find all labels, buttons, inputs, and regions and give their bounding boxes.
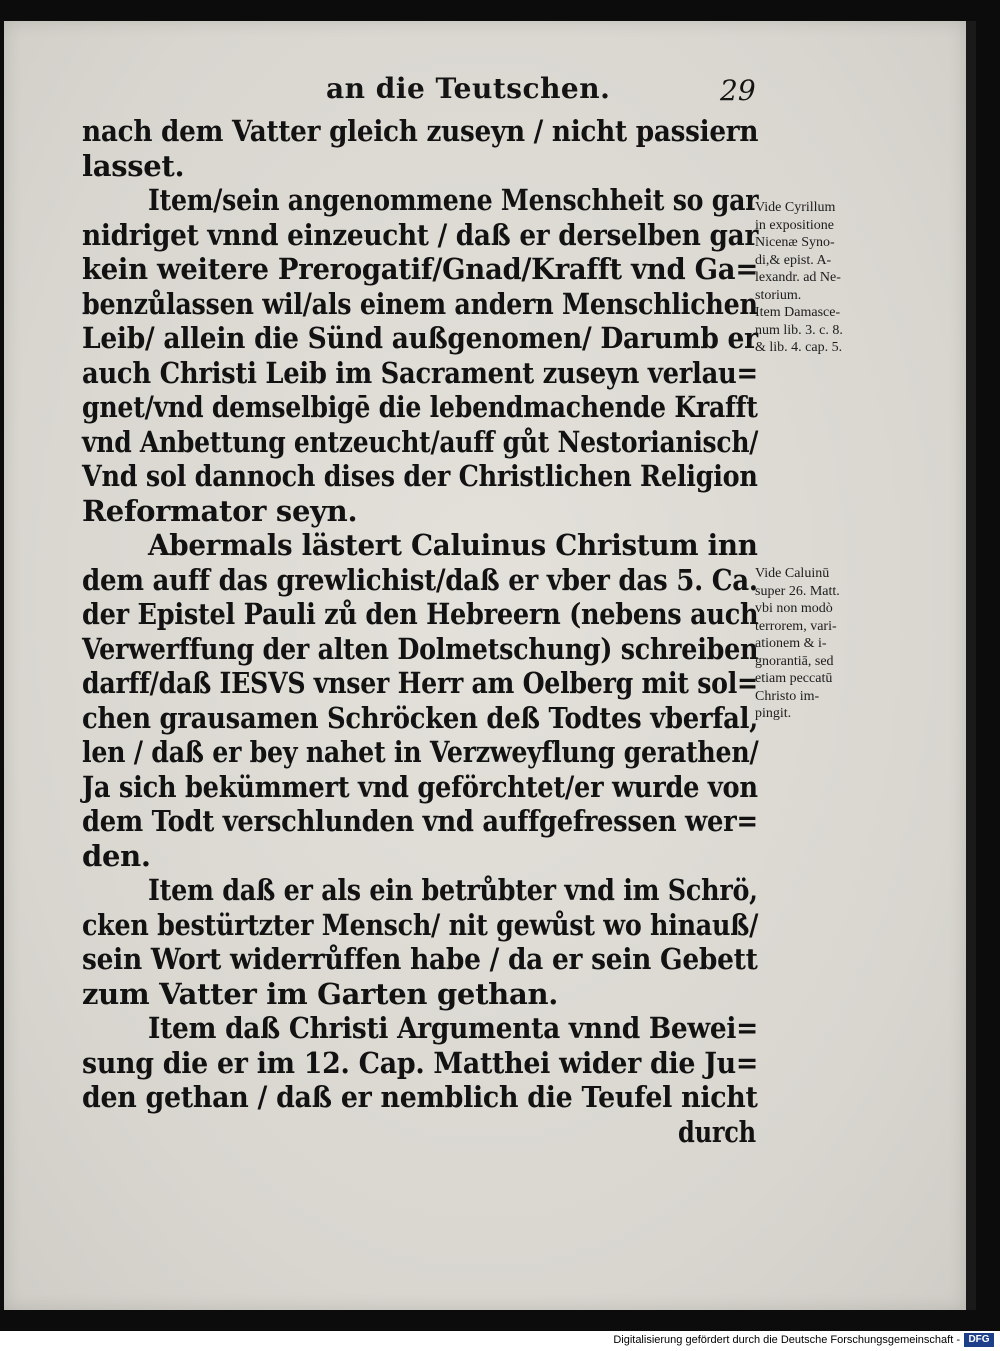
text-line: sung die er im 12. Cap. Matthei wider die Ju=	[82, 1045, 759, 1080]
text-line: chen grausamen Schröcken deß Todtes vberfal,	[82, 700, 758, 735]
text-line: Item daß er als ein betrůbter vnd im Schrö,	[148, 873, 758, 907]
marginal-note-line: storium.	[755, 287, 802, 303]
marginal-note-line: etiam peccatū	[755, 671, 833, 686]
running-head: an die Teutschen.	[326, 72, 611, 105]
text-line: len / daß er bey nahet in Verzweyflung gerathen/	[82, 735, 759, 769]
text-line: sein Wort widerrůffen habe / da er sein Gebett	[82, 942, 758, 976]
marginal-note-line: vbi non modò	[755, 601, 833, 616]
page-edge-shadow	[966, 21, 976, 1310]
marginal-note-line: Vide Caluinū	[755, 566, 830, 581]
text-line: Vnd sol dannoch dises der Christlichen Religion	[82, 459, 758, 493]
text-line: gnet/vnd demselbigē die lebendmachende Krafft	[82, 390, 758, 424]
marginal-note-line: in expositione	[755, 217, 834, 233]
text-line: nidriget vnnd einzeucht / daß er derselben gar	[82, 217, 759, 252]
text-line: den gethan / daß er nemblich die Teufel nicht	[82, 1080, 758, 1114]
text-line: Item/sein angenommene Menschheit so gar	[148, 183, 759, 217]
text-line: Item daß Christi Argumenta vnnd Bewei=	[148, 1011, 759, 1045]
text-line: dem auff das grewlichist/daß er vber das 5. Ca.	[82, 562, 758, 597]
text-line: vnd Anbettung entzeucht/auff gůt Nestorianisch/	[82, 424, 759, 459]
text-line: Leib/ allein die Sünd außgenomen/ Darumb er	[82, 321, 758, 355]
text-line: zum Vatter im Garten gethan.	[82, 976, 559, 1011]
marginal-note-line: Vide Cyrillum	[755, 200, 836, 215]
text-line: den.	[82, 838, 151, 873]
marginal-note-line: Christo im-	[755, 688, 820, 704]
page-number: 29	[720, 74, 756, 107]
dfg-logo: DFG	[964, 1333, 994, 1347]
marginal-note-line: pingit.	[755, 706, 792, 721]
text-line: benzůlassen wil/als einem andern Menschlichen	[82, 286, 758, 321]
marginal-note-line: lexandr. ad Ne-	[755, 270, 841, 285]
text-line: kein weitere Prerogatif/Gnad/Krafft vnd Ga=	[82, 252, 759, 286]
text-line: durch	[678, 1114, 756, 1149]
marginal-note-line: Item Damasce-	[755, 305, 841, 320]
text-line: dem Todt verschlunden vnd auffgefressen wer=	[82, 804, 758, 838]
marginal-note-line: gnorantiā, sed	[755, 653, 834, 669]
text-line: lasset.	[82, 148, 185, 183]
text-line: nach dem Vatter gleich zuseyn / nicht passiern	[82, 114, 759, 148]
marginal-note-line: ationem & i-	[755, 636, 827, 651]
text-line: Verwerffung der alten Dolmetschung) schreiben	[82, 631, 759, 666]
text-line: Reformator seyn.	[82, 493, 358, 528]
text-line: der Epistel Pauli zů den Hebreern (nebens auch	[82, 597, 759, 631]
marginal-note-line: & lib. 4. cap. 5.	[755, 340, 843, 355]
text-line: Abermals lästert Caluinus Christum inn	[148, 528, 758, 562]
text-line: Ja sich bekümmert vnd geförchtet/er wurde von	[82, 769, 758, 804]
marginal-note-line: terrorem, vari-	[755, 618, 837, 634]
text-line: auch Christi Leib im Sacrament zuseyn verlau=	[82, 355, 758, 390]
marginal-note-line: num lib. 3. c. 8.	[755, 322, 843, 338]
footer-credit: Digitalisierung gefördert durch die Deutsche Forschungsgemeinschaft -	[613, 1334, 960, 1346]
marginal-note-line: di,& epist. A-	[755, 252, 832, 268]
marginal-note-line: super 26. Matt.	[755, 583, 840, 599]
marginal-note-line: Nicenæ Syno-	[755, 235, 835, 250]
text-line: cken bestürtzter Mensch/ nit gewůst wo hinauß/	[82, 907, 759, 942]
text-line: darff/daß IESVS vnser Herr am Oelberg mit sol=	[82, 666, 758, 700]
